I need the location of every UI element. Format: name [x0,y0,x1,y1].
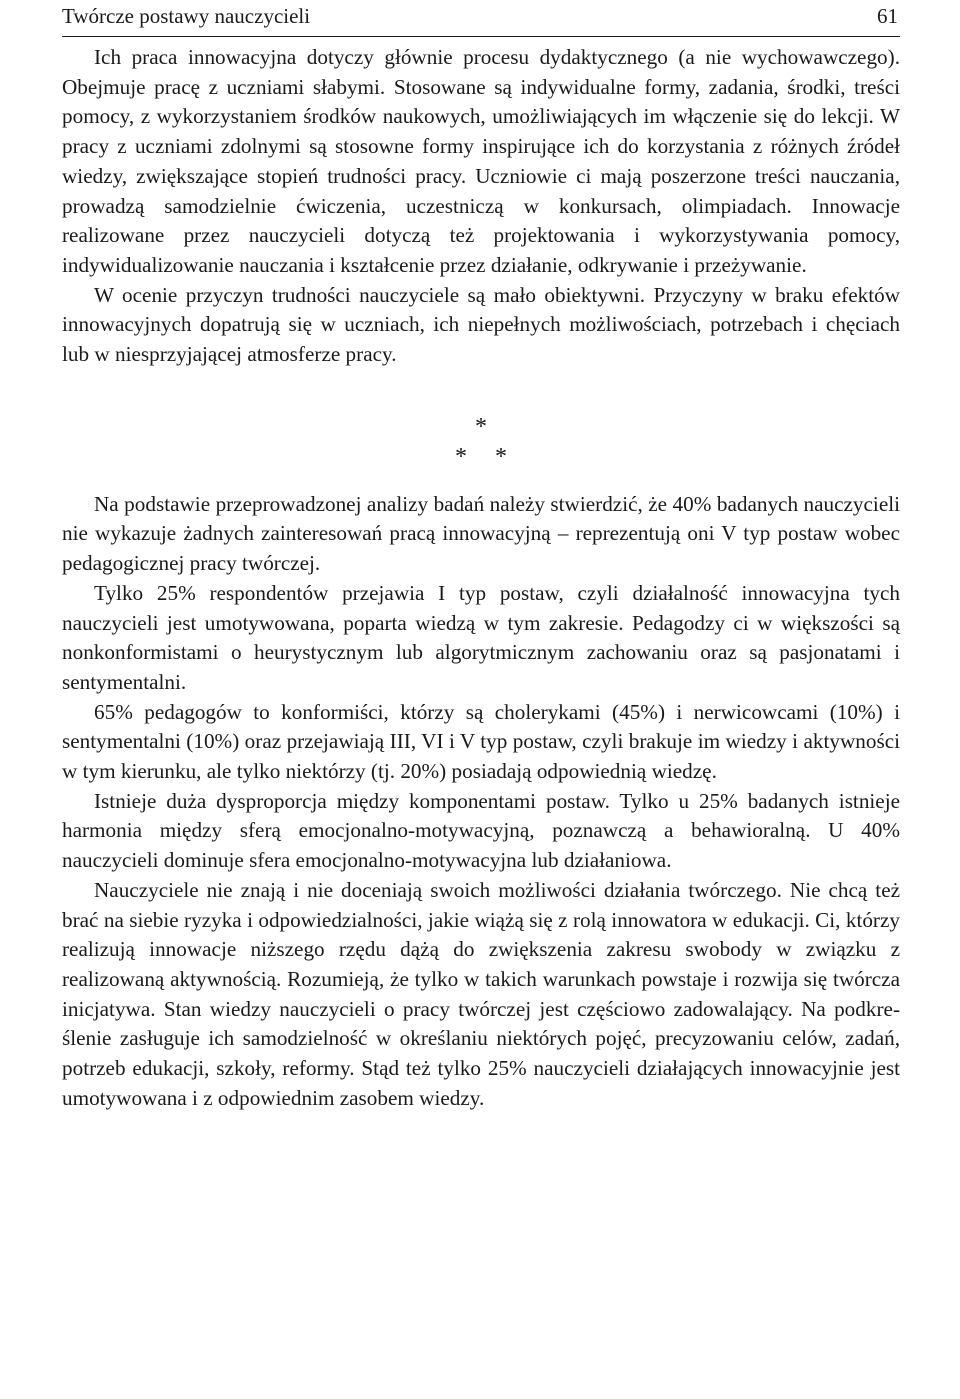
section-conclusions [62,490,900,1114]
book-page [62,0,900,1114]
paragraph: Na podstawie przeprowadzonej analizy badań należy stwierdzić, że 40% badanych nauczycieli nie wykazuje żadnych zainteresowań pracą innowacyjną – reprezentują oni V typ postaw wobec pedagogicznej pracy twórczej. [62,491,900,576]
paragraph: Tylko 25% respondentów przejawia I typ postaw, czyli działalność innowacyjna tych nauczycieli jest umotywowana, poparta wiedzą w tym zakresie. Pedagodzy ci w większości są nonkonformistami o heurystycznym lub algorytmicznym zachowaniu oraz są pasjonatami i sentymentalni. [62,580,900,694]
asterisk-glyph: * [475,413,487,440]
running-header-title: Twórcze postawy nauczycieli [62,4,311,28]
running-header [62,0,900,37]
asterisk-glyph: * [495,443,507,470]
page-number: 61 [877,4,898,28]
paragraph: Nauczyciele nie znają i nie doceniają swoich możliwości działania twórczego. Nie chcą też brać na siebie ryzyka i odpowiedzialności, jakie wiążą się z rolą innowatora w edukacji. Ci, którzy realizują innowacje niższego rzędu dążą do zwiększenia zakresu swobody w związku z realizowaną aktywnością. Rozumieją, że tylko w takich warunkach powstaje i rozwija się twórcza inicjatywa. Stan wiedzy nauczycieli o pracy twórczej jest częściowo zadowalający. Na podkreślenie zasługuje ich samodzielność w określaniu niektórych pojęć, precyzowaniu celów, zadań, potrzeb edukacji, szkoły, reformy. Stąd też tylko 25% nauczycieli działających innowacyjnie jest umotywowana i z odpowiednim zasobem wiedzy. [62,877,900,1110]
paragraph: Istnieje duża dysproporcja między komponentami postaw. Tylko u 25% badanych istnieje harmonia między sferą emocjonalno-motywacyjną, poznawczą a behawioralną. U 40% nauczycieli dominuje sfera emocjonalno-motywacyjna lub działaniowa. [62,788,900,873]
section-divider-asterism [62,370,900,490]
paragraph: Ich praca innowacyjna dotyczy głównie procesu dydaktycznego (a nie wychowawczego). Obejmuje pracę z uczniami słabymi. Stosowane są indywidualne formy, zadania, środki, treści pomocy, z wykorzystaniem środków naukowych, umożliwiających im włączenie się do lekcji. W pracy z uczniami zdolnymi są stosowne formy inspirujące ich do korzystania z różnych źródeł wiedzy, zwiększające stopień trudności pracy. Uczniowie ci mają poszerzone treści nauczania, prowadzą samodzielnie ćwiczenia, uczestniczą w konkursach, olimpiadach. Innowacje realizowane przez nauczycieli dotyczą też projektowania i wykorzystywania pomocy, indywidualizowanie nauczania i kształcenie przez działanie, odkrywanie i przeżywanie. [62,45,900,277]
body-text [62,43,900,1114]
paragraph: W ocenie przyczyn trudności nauczyciele są mało obiektywni. Przyczyny w braku efektów innowacyjnych dopatrują się w uczniach, ich niepełnych możliwościach, potrzebach i chęciach lub w niesprzyjającej atmosferze pracy. [62,282,900,367]
asterisk-glyph: * [455,443,467,470]
paragraph: 65% pedagogów to konformiści, którzy są cholerykami (45%) i nerwicowcami (10%) i sentymentalni (10%) oraz przejawiają III, VI i V typ postaw, czyli brakuje im wiedzy i aktywności w tym kierunku, ale tylko niektórzy (tj. 20%) posiadają odpowiednią wiedzę. [62,699,900,784]
section-innovation-practice [62,43,900,370]
